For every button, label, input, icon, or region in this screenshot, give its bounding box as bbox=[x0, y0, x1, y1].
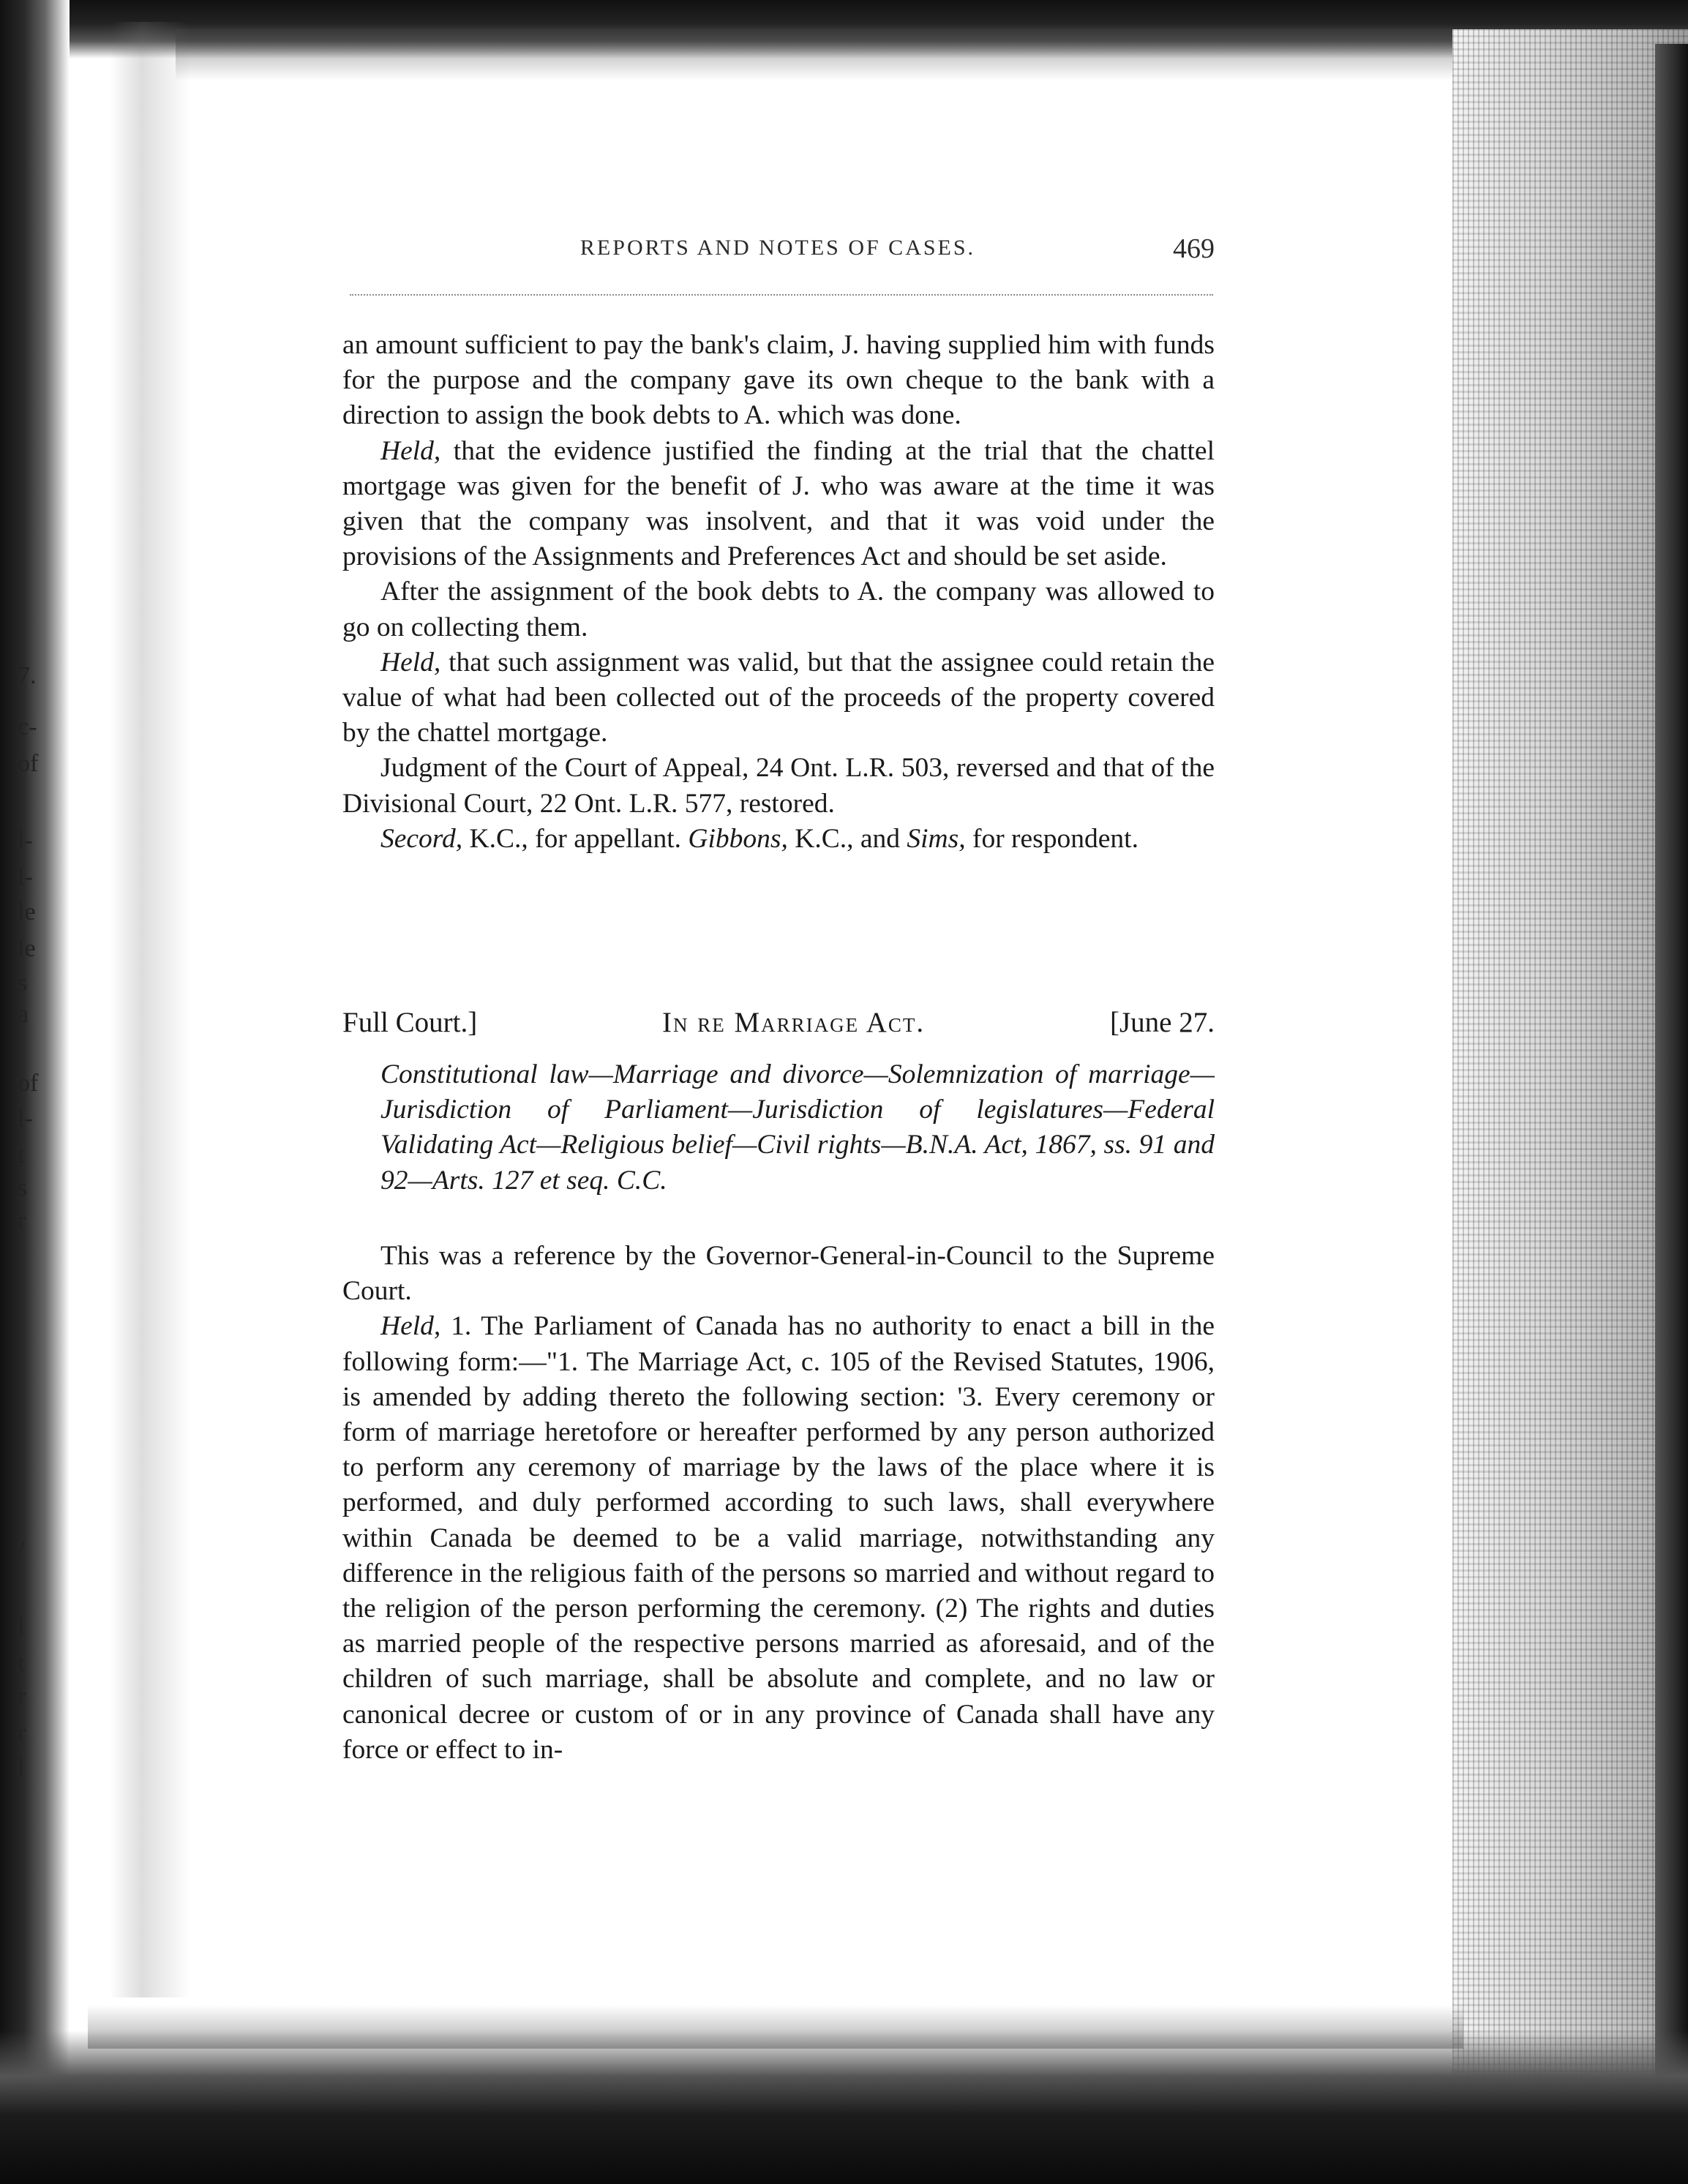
margin-fragment: 7. bbox=[18, 662, 37, 689]
held-text: that such assignment was valid, but that the assignee could retain the value of what had been collected out of the proceeds of the property covered by the chattel mortgage. bbox=[342, 647, 1215, 748]
margin-fragment: s bbox=[18, 969, 28, 997]
margin-fragment: s bbox=[18, 1174, 28, 1201]
margin-fragment: r bbox=[18, 1207, 26, 1234]
margin-fragment: le bbox=[18, 898, 36, 926]
case-title: In re Marriage Act. bbox=[662, 1007, 926, 1038]
margin-fragment: t bbox=[18, 1650, 25, 1677]
counsel-name: Gibbons, bbox=[688, 823, 788, 854]
counsel-text: K.C., and bbox=[787, 823, 907, 854]
page-number: 469 bbox=[1173, 233, 1215, 264]
scan-gutter-shadow bbox=[110, 22, 190, 1997]
held-label: Held, bbox=[380, 1311, 441, 1342]
margin-fragment: l bbox=[18, 1755, 25, 1782]
catchwords: Constitutional law—Marriage and divorce—Solemnization of marriage—Jurisdiction of Parliament—Jurisdiction of legislatures—Federal Validating Act—Religious belief—Civil rights—B.N.A. Act, 1867, ss. 91 and 92—Arts. 127 et seq. C.C. bbox=[380, 1059, 1215, 1196]
counsel-name: Sims, bbox=[907, 823, 966, 854]
margin-fragment: a bbox=[18, 1001, 29, 1028]
margin-fragment: l- bbox=[18, 827, 33, 854]
scan-shadow-right bbox=[1655, 44, 1688, 2184]
counsel-paragraph bbox=[342, 822, 1215, 857]
margin-fragment: l bbox=[18, 1613, 25, 1640]
case-paragraph: This was a reference by the Governor-General-in-Council to the Supreme Court. bbox=[342, 1241, 1215, 1307]
margin-fragment: of bbox=[18, 1070, 39, 1097]
counsel-name: Secord, bbox=[380, 823, 463, 854]
case-heading bbox=[342, 1006, 1215, 1039]
margin-fragment: r bbox=[18, 1719, 26, 1746]
scan-shadow-top-inner bbox=[176, 29, 1493, 80]
court-label: Full Court.] bbox=[342, 1007, 478, 1038]
margin-fragment: / bbox=[18, 1536, 25, 1564]
running-head: REPORTS AND NOTES OF CASES. bbox=[579, 236, 976, 260]
counsel-text: for respondent. bbox=[965, 823, 1139, 854]
held-text: that the evidence justified the finding at the trial that the chattel mortgage was given for the benefit of J. who was aware at the time it was given that the company was insolvent, and that it was void under the provisions of the Assignments and Preferences Act and should be set aside. bbox=[342, 435, 1215, 572]
case-paragraph: After the assignment of the book debts to A. the company was allowed to go on collecting them. bbox=[342, 577, 1215, 642]
counsel-text: K.C., for appellant. bbox=[462, 823, 689, 854]
held-paragraph bbox=[342, 645, 1215, 751]
held-label: Held, bbox=[380, 435, 441, 466]
case-paragraph: an amount sufficient to pay the bank's claim, J. having supplied him with funds for the purpose and the company gave its own cheque to the bank with a direction to assign the book debts to A. which was done. bbox=[342, 330, 1215, 431]
case-continuation bbox=[342, 328, 1215, 857]
header-divider bbox=[350, 294, 1213, 296]
margin-fragment: l- bbox=[18, 863, 33, 890]
scan-shadow-bottom bbox=[0, 2030, 1688, 2184]
margin-fragment: l- bbox=[18, 1105, 33, 1132]
held-paragraph bbox=[342, 434, 1215, 575]
margin-fragment: r bbox=[18, 1683, 26, 1710]
margin-fragment: c- bbox=[18, 713, 37, 740]
held-text: 1. The Parliament of Canada has no authority to enact a bill in the following form:—"1. The Marriage Act, c. 105 of the Revised Statutes, 1906, is amended by adding thereto the following section: '3. Every ceremony or form of marriage heretofore or hereafter performed by any person authorized to perform any ceremony of marriage by the laws of the place where it is performed, and duly performed according to such laws, shall everywhere within Canada be deemed to be a valid marriage, notwithstanding any difference in the religious faith of the persons so married and without regard to the religion of the person performing the ceremony. (2) The rights and duties as married people of the respective persons married as aforesaid, and of the children of such marriage, shall be absolute and complete, and no law or canonical decree or custom of or in any province of Canada shall have any force or effect to in- bbox=[342, 1311, 1215, 1765]
held-label: Held, bbox=[380, 647, 441, 678]
scan-noise-right bbox=[1452, 29, 1688, 2184]
case-date: [June 27. bbox=[1110, 1007, 1215, 1038]
margin-fragment: t bbox=[18, 1141, 25, 1168]
scan-shadow-bottom-inner bbox=[88, 2005, 1463, 2049]
margin-fragment: of bbox=[18, 750, 39, 777]
held-paragraph bbox=[342, 1309, 1215, 1768]
case-body bbox=[342, 1239, 1215, 1768]
margin-fragment: le bbox=[18, 935, 36, 962]
judgment-paragraph: Judgment of the Court of Appeal, 24 Ont. L.R. 503, reversed and that of the Divisional Court, 22 Ont. L.R. 577, restored. bbox=[342, 753, 1215, 819]
